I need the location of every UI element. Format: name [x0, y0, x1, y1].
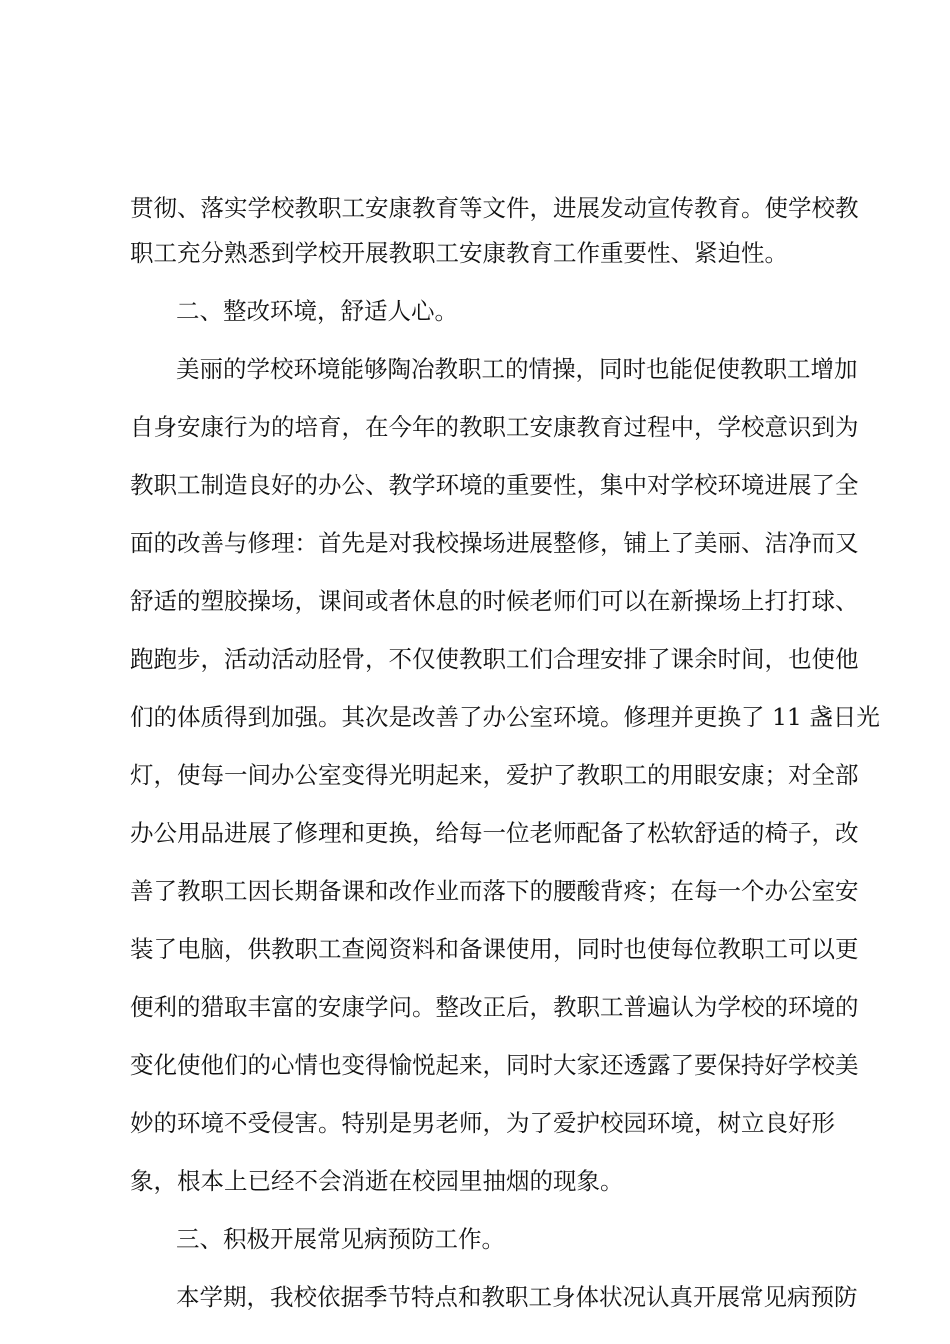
paragraph-line: 面的改善与修理：首先是对我校操场进展整修，铺上了美丽、洁净而又	[130, 529, 859, 557]
paragraph-line: 贯彻、落实学校教职工安康教育等文件，进展发动宣传教育。使学校教	[130, 194, 859, 222]
paragraph-line: 自身安康行为的培育，在今年的教职工安康教育过程中，学校意识到为	[130, 413, 859, 441]
paragraph-line: 象，根本上已经不会消逝在校园里抽烟的现象。	[130, 1167, 624, 1195]
paragraph-line: 善了教职工因长期备课和改作业而落下的腰酸背疼；在每一个办公室安	[130, 877, 859, 905]
section-heading: 三、积极开展常见病预防工作。	[176, 1225, 505, 1253]
section-heading: 二、整改环境，舒适人心。	[176, 297, 458, 325]
paragraph-line: 本学期，我校依据季节特点和教职工身体状况认真开展常见病预防	[176, 1283, 858, 1311]
paragraph-line: 灯，使每一间办公室变得光明起来，爱护了教职工的用眼安康；对全部	[130, 761, 859, 789]
paragraph-line: 装了电脑，供教职工查阅资料和备课使用，同时也使每位教职工可以更	[130, 935, 859, 963]
paragraph-line: 们的体质得到加强。其次是改善了办公室环境。修理并更换了 11 盏日光	[130, 703, 880, 731]
paragraph-line: 便利的猎取丰富的安康学问。整改正后，教职工普遍认为学校的环境的	[130, 993, 859, 1021]
paragraph-line: 办公用品进展了修理和更换，给每一位老师配备了松软舒适的椅子，改	[130, 819, 859, 847]
paragraph-line: 教职工制造良好的办公、教学环境的重要性，集中对学校环境进展了全	[130, 471, 859, 499]
paragraph-line: 美丽的学校环境能够陶冶教职工的情操，同时也能促使教职工增加	[176, 355, 858, 383]
paragraph-line: 变化使他们的心情也变得愉悦起来，同时大家还透露了要保持好学校美	[130, 1051, 859, 1079]
paragraph-line: 职工充分熟悉到学校开展教职工安康教育工作重要性、紧迫性。	[130, 239, 788, 267]
paragraph-line: 舒适的塑胶操场，课间或者休息的时候老师们可以在新操场上打打球、	[130, 587, 859, 615]
paragraph-line: 跑跑步，活动活动胫骨，不仅使教职工们合理安排了课余时间，也使他	[130, 645, 859, 673]
paragraph-line: 妙的环境不受侵害。特别是男老师，为了爱护校园环境，树立良好形	[130, 1109, 835, 1137]
